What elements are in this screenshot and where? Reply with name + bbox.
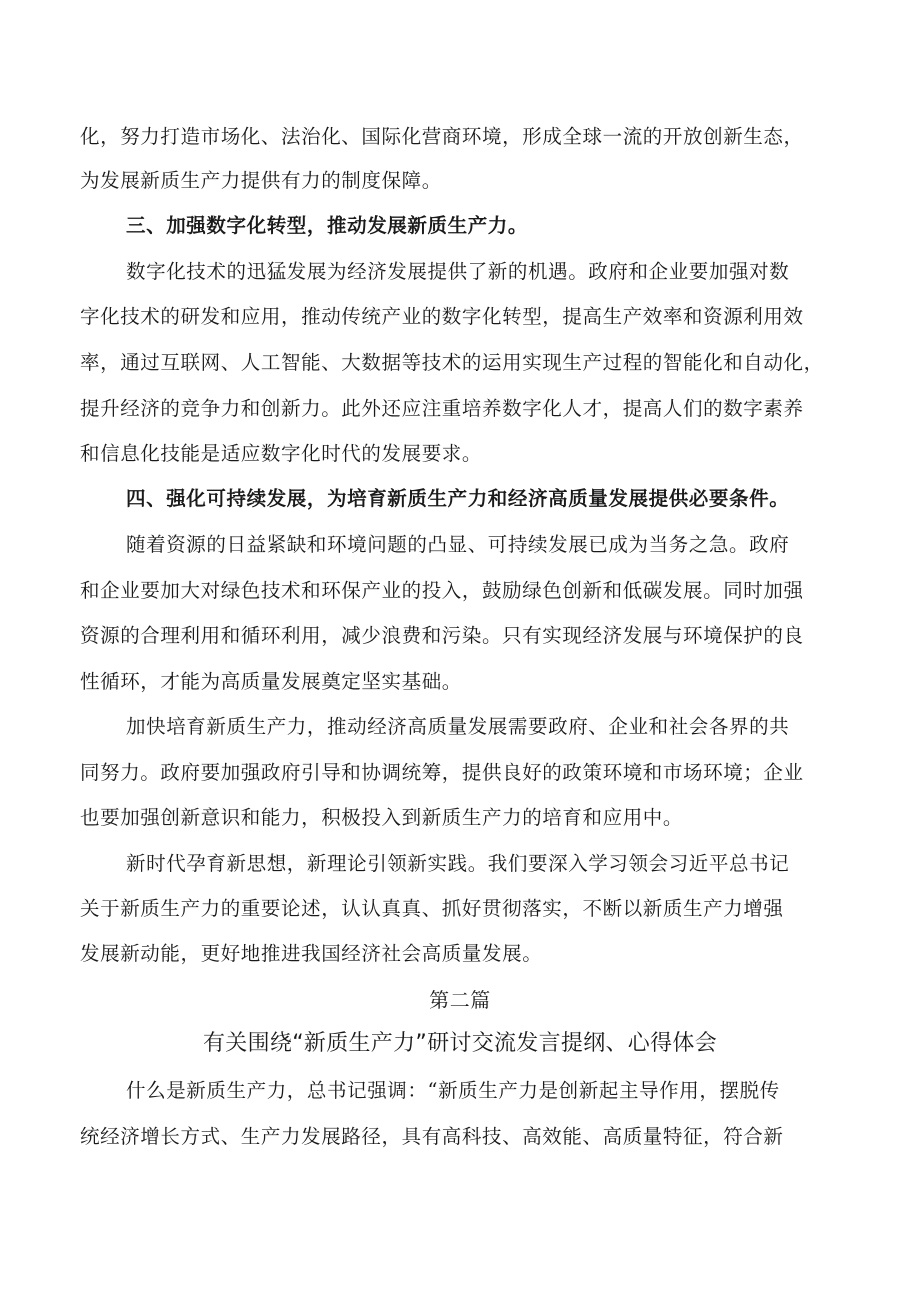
section3-line-2: 字化技术的研发和应用，推动传统产业的数字化转型，提高生产效率和资源利用效 xyxy=(80,305,804,328)
section4-line-1: 随着资源的日益紧缺和环境问题的凸显、可持续发展已成为当务之急。政府 xyxy=(126,533,790,556)
section3-line-1: 数字化技术的迅猛发展为经济发展提供了新的机遇。政府和企业要加强对数 xyxy=(126,260,790,283)
section4-line-4: 性循环，才能为高质量发展奠定坚实基础。 xyxy=(80,670,462,693)
section4-heading: 四、强化可持续发展，为培育新质生产力和经济高质量发展提供必要条件。 xyxy=(126,487,790,510)
section4-line-2: 和企业要加大对绿色技术和环保产业的投入，鼓励绿色创新和低碳发展。同时加强 xyxy=(80,579,804,602)
part2-line-2: 统经济增长方式、生产力发展路径，具有高科技、高效能、高质量特征，符合新 xyxy=(80,1125,784,1148)
intro-line-1: 化，努力打造市场化、法治化、国际化营商环境，形成全球一流的开放创新生态， xyxy=(80,125,804,148)
closing-line-3: 发展新动能，更好地推进我国经济社会高质量发展。 xyxy=(80,942,543,965)
section4-line-3: 资源的合理利用和循环利用，减少浪费和污染。只有实现经济发展与环境保护的良 xyxy=(80,624,804,647)
part2-label: 第二篇 xyxy=(429,988,491,1012)
part2-line-1: 什么是新质生产力，总书记强调：“新质生产力是创新起主导作用，摆脱传 xyxy=(126,1079,780,1102)
intro-line-2: 为发展新质生产力提供有力的制度保障。 xyxy=(80,169,442,192)
summary-line-3: 也要加强创新意识和能力，积极投入到新质生产力的培育和应用中。 xyxy=(80,806,684,829)
closing-line-1: 新时代孕育新思想，新理论引领新实践。我们要深入学习领会习近平总书记 xyxy=(126,852,790,875)
part2-title: 有关围绕“新质生产力”研讨交流发言提纲、心得体会 xyxy=(203,1031,717,1056)
section3-line-4: 提升经济的竞争力和创新力。此外还应注重培养数字化人才，提高人们的数字素养 xyxy=(80,397,804,420)
summary-line-1: 加快培育新质生产力，推动经济高质量发展需要政府、企业和社会各界的共 xyxy=(126,715,790,738)
section3-heading: 三、加强数字化转型，推动发展新质生产力。 xyxy=(126,214,529,237)
section3-line-3: 率，通过互联网、人工智能、大数据等技术的运用实现生产过程的智能化和自动化， xyxy=(80,351,824,374)
closing-line-2: 关于新质生产力的重要论述，认认真真、抓好贯彻落实，不断以新质生产力增强 xyxy=(80,897,784,920)
summary-line-2: 同努力。政府要加强政府引导和协调统筹，提供良好的政策环境和市场环境；企业 xyxy=(80,761,804,784)
section3-line-5: 和信息化技能是适应数字化时代的发展要求。 xyxy=(80,442,483,465)
